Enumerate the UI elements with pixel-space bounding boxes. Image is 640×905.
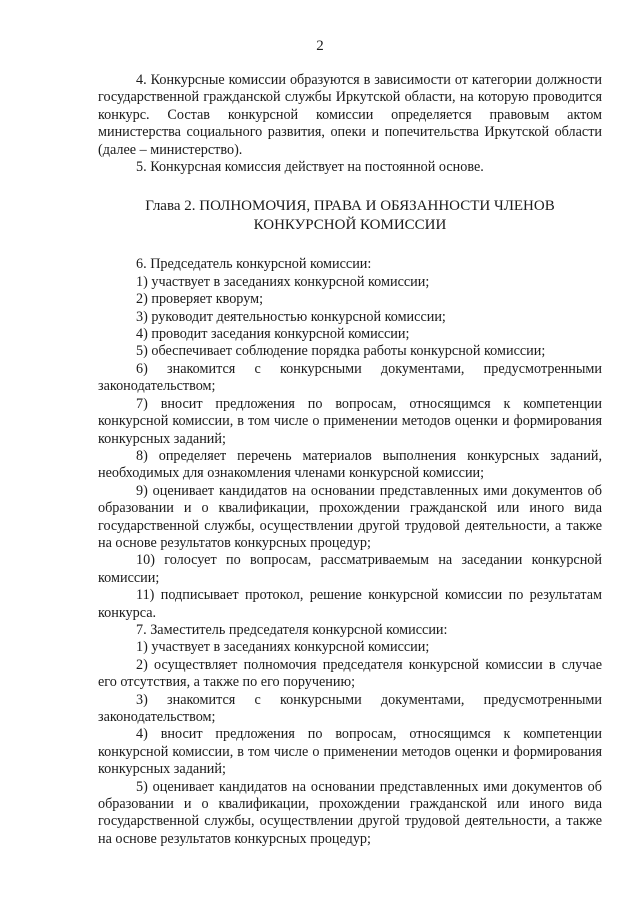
section-7-item-2: 2) осуществляет полномочия председателя конкурсной комиссии в случае его отсутствия, а также по его поручению; xyxy=(98,656,602,691)
paragraph-4: 4. Конкурсные комиссии образуются в зависимости от категории должности государственной гражданской службы Иркутской области, на которую проводится конкурс. Состав конкурсной комиссии определяется правовым актом министерства социального развития, опеки и попечительства Иркутской области (далее – министерство). xyxy=(98,72,602,158)
section-6-item-6: 6) знакомится с конкурсными документами, предусмотренными законодательством; xyxy=(98,360,602,395)
chapter-heading-line1: Глава 2. ПОЛНОМОЧИЯ, ПРАВА И ОБЯЗАННОСТИ ЧЛЕНОВ xyxy=(145,198,555,215)
chapter-heading-line2: КОНКУРСНОЙ КОМИССИИ xyxy=(253,217,447,234)
section-6-item-1: 1) участвует в заседаниях конкурсной комиссии; xyxy=(136,273,430,290)
section-6-item-10: 10) голосует по вопросам, рассматриваемым на заседании конкурсной комиссии; xyxy=(98,552,602,586)
section-7-heading: 7. Заместитель председателя конкурсной комиссии: xyxy=(136,621,448,638)
section-6-item-2: 2) проверяет кворум; xyxy=(136,291,264,308)
section-7-item-3: 3) знакомится с конкурсными документами, предусмотренными законодательством; xyxy=(98,691,602,725)
section-7-item-5: 5) оценивает кандидатов на основании представленных ими документов об образовании и о квалификации, прохождении гражданской или иного вида государственной службы, осуществлении другой трудовой деятельности, а также на основе результатов конкурсных процедур; xyxy=(98,778,602,847)
paragraph-5: 5. Конкурсная комиссия действует на постоянной основе. xyxy=(136,159,484,176)
section-6-item-7: 7) вносит предложения по вопросам, относящимся к компетенции конкурсной комиссии, в том числе о применении методов оценки и формирования конкурсных заданий; xyxy=(98,395,602,447)
section-7-item-4: 4) вносит предложения по вопросам, относящимся к компетенции конкурсной комиссии, в том числе о применении методов оценки и формирования конкурсных заданий; xyxy=(98,726,602,778)
section-7-item-1: 1) участвует в заседаниях конкурсной комиссии; xyxy=(136,639,430,656)
section-6-item-9: 9) оценивает кандидатов на основании представленных ими документов об образовании и о квалификации, прохождении гражданской или иного вида государственной службы, осуществлении другой трудовой деятельности, а также на основе результатов конкурсных процедур; xyxy=(98,482,602,551)
section-6-heading: 6. Председатель конкурсной комиссии: xyxy=(136,256,372,273)
section-6-item-8: 8) определяет перечень материалов выполнения конкурсных заданий, необходимых для ознакомления членами конкурсной комиссии; xyxy=(98,447,602,482)
section-6-item-3: 3) руководит деятельностью конкурсной комиссии; xyxy=(136,308,446,325)
section-6-item-4: 4) проводит заседания конкурсной комиссии; xyxy=(136,326,410,343)
section-6-item-5: 5) обеспечивает соблюдение порядка работы конкурсной комиссии; xyxy=(136,343,546,360)
chapter-heading xyxy=(98,197,602,235)
document-body xyxy=(98,72,602,848)
page-number: 2 xyxy=(316,38,324,54)
section-6-item-11: 11) подписывает протокол, решение конкурсной комиссии по результатам конкурса. xyxy=(98,587,602,621)
